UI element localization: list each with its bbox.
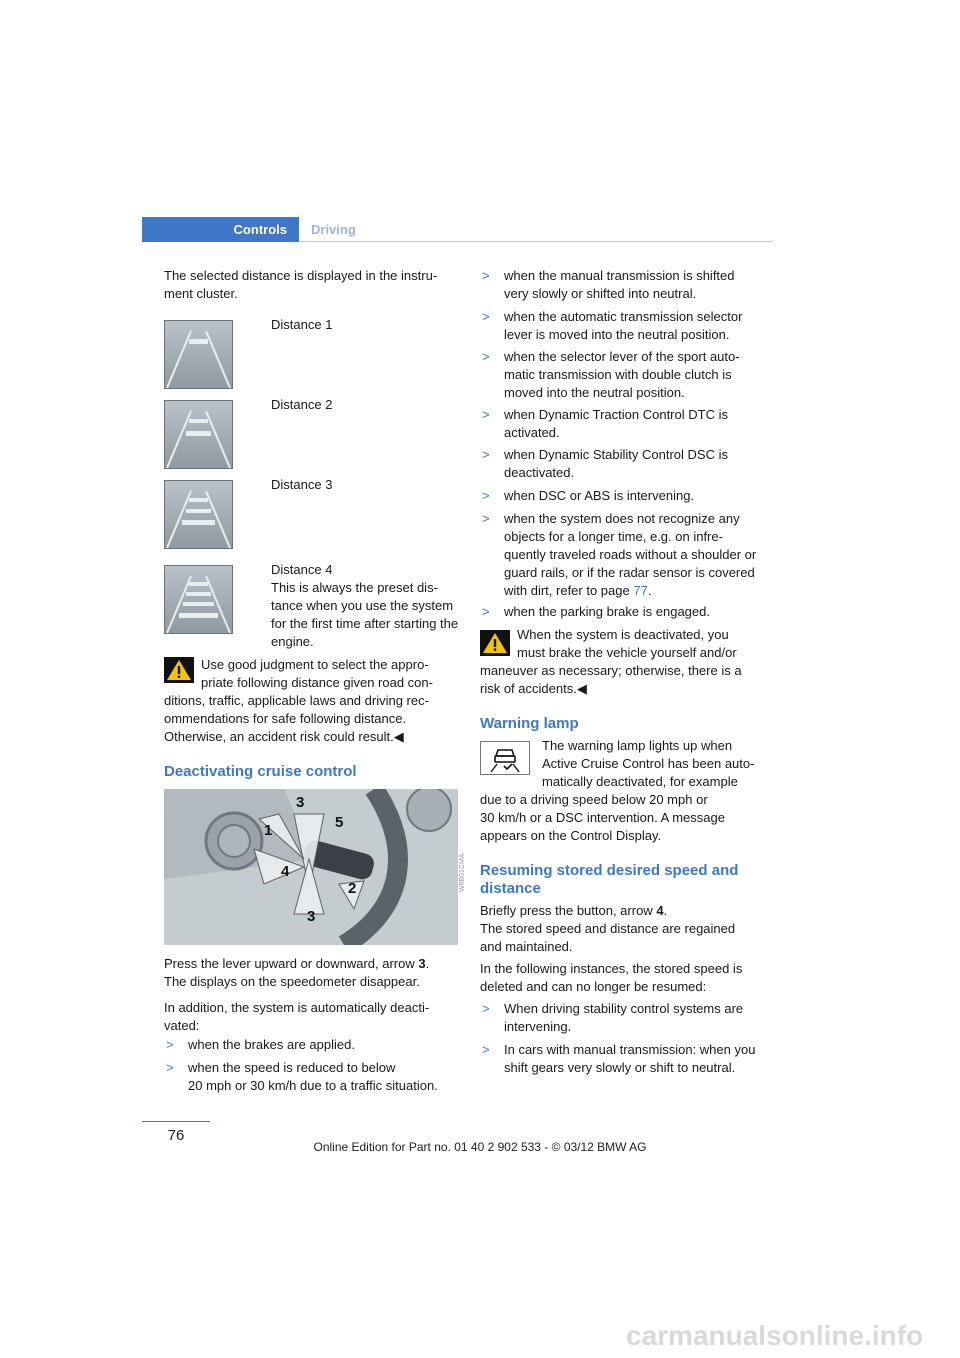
deactivating-heading: Deactivating cruise control	[164, 763, 357, 780]
online-edition-note: Online Edition for Part no. 01 40 2 902 533 - © 03/12 BMW AG	[313, 1140, 647, 1154]
distance-2-image	[164, 400, 233, 469]
list-item: > when the brakes are applied.	[166, 1037, 355, 1052]
list-item: > In cars with manual transmission: when you shift gears very slowly or shift to neutral.	[482, 1042, 756, 1075]
figure-label-1: 1	[264, 822, 273, 839]
section-tab-controls: Controls	[142, 217, 299, 242]
distance-3-image	[164, 480, 233, 549]
list-item: > when the speed is reduced to below 20 mph or 30 km/h due to a traffic situation.	[166, 1060, 438, 1093]
following-instances-text: In the following instances, the stored speed is deleted and can no longer be resumed:	[480, 961, 743, 994]
intro-text: The selected distance is displayed in the instru- ment cluster.	[164, 268, 438, 301]
figure-label-5: 5	[335, 814, 344, 831]
distance-1-label: Distance 1	[271, 317, 333, 332]
list-item: > when the parking brake is engaged.	[482, 604, 710, 619]
list-item: > when the automatic transmission selector lever is moved into the neutral position.	[482, 309, 743, 342]
press-lever-text: Press the lever upward or downward, arrow 3. The displays on the speedometer disappear.	[164, 956, 430, 989]
distance-1-image	[164, 320, 233, 389]
deactivation-warning-text: When the system is deactivated, you must brake the vehicle yourself and/or maneuver as necessary; otherwise, there is a risk of accidents.◀	[480, 627, 742, 696]
list-item: > when Dynamic Stability Control DSC is deactivated.	[482, 447, 728, 480]
figure-label-3-top: 3	[296, 794, 305, 811]
auto-deactivation-text: In addition, the system is automatically deacti- vated:	[164, 1000, 430, 1033]
list-item: > when the manual transmission is shifted very slowly or shifted into neutral.	[482, 268, 735, 301]
figure-label-2: 2	[348, 880, 357, 897]
section-tab-driving: Driving	[311, 222, 356, 237]
list-item: > when Dynamic Traction Control DTC is activated.	[482, 407, 728, 440]
figure-label-3-bottom: 3	[307, 908, 316, 925]
header-divider	[299, 241, 773, 242]
distance-4-text: Distance 4 This is always the preset dis- tance when you use the system for the first time after starting the engine.	[271, 562, 459, 649]
footer-divider	[142, 1121, 210, 1122]
watermark: carmanualsonline.info	[626, 1320, 924, 1351]
distance-4-image	[164, 565, 233, 634]
distance-warning-text: Use good judgment to select the appro- priate following distance given road con- ditions, traffic, applicable laws and driving rec- ommendations for safe following distance. Otherwise, an accident risk could result.◀	[164, 657, 433, 744]
warning-lamp-heading: Warning lamp	[480, 715, 579, 732]
list-item: > when the system does not recognize any objects for a longer time, e.g. on infre- quently traveled roads without a shoulder or guard rails, or if the radar sensor is covered with dirt, refer to page 77.	[482, 511, 757, 598]
page-77-link[interactable]: 77	[633, 583, 648, 598]
list-item: > when DSC or ABS is intervening.	[482, 488, 695, 503]
figure-code: W6B01CMA	[459, 853, 466, 892]
distance-2-label: Distance 2	[271, 397, 333, 412]
warning-lamp-text: The warning lamp lights up when Active Cruise Control has been auto- matically deactivated, for example due to a driving speed below 20 mph or 30 km/h or a DSC intervention. A message appears on the Control Display.	[480, 738, 755, 843]
list-item: > when the selector lever of the sport auto- matic transmission with double clutch is moved into the neutral position.	[482, 349, 740, 400]
resume-text: Briefly press the button, arrow 4. The stored speed and distance are regained and maintained.	[480, 903, 736, 954]
cruise-control-lever-figure	[164, 789, 458, 945]
resuming-heading: Resuming stored desired speed and distance	[480, 862, 739, 897]
list-item: > When driving stability control systems are intervening.	[482, 1001, 744, 1034]
distance-3-label: Distance 3	[271, 477, 333, 492]
page-number: 76	[167, 1127, 185, 1144]
figure-label-4: 4	[281, 863, 290, 880]
